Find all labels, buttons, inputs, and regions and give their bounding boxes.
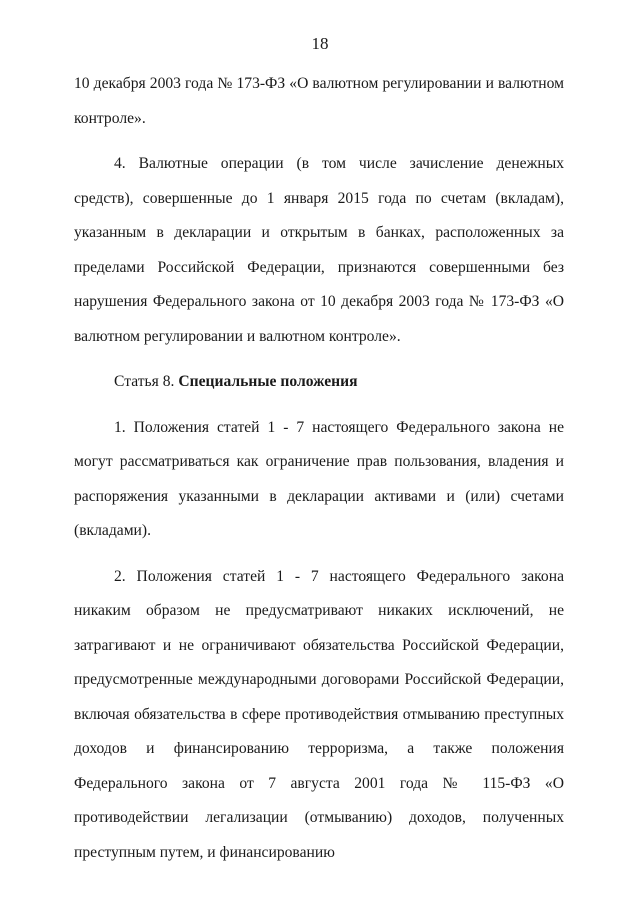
document-body — [74, 67, 564, 881]
article-label: Статья 8. — [114, 373, 175, 390]
paragraph-continuation: 10 декабря 2003 года № 173-ФЗ «О валютном регулировании и валютном контроле». — [74, 75, 564, 127]
paragraph-item-4: 4. Валютные операции (в том числе зачисление денежных средств), совершенные до 1 января 2015 года по счетам (вкладам), указанным в декларации и открытым в банках, расположенных за пределами Российской Федерации, признаются совершенными без нарушения Федерального закона от 10 декабря 2003 года № 173-ФЗ «О валютном регулировании и валютном контроле». — [74, 155, 564, 345]
page-number: 18 — [311, 34, 329, 53]
article-heading — [74, 365, 564, 400]
paragraph-article8-item-1: 1. Положения статей 1 - 7 настоящего Федерального закона не могут рассматриваться как ограничение прав пользования, владения и распоряжения указанными в декларации активами и (или) счетами (вкладами). — [74, 418, 564, 539]
paragraph-article8-item-2: 2. Положения статей 1 - 7 настоящего Федерального закона никаким образом не предусматривают никаких исключений, не затрагивают и не ограничивают обязательства Российской Федерации, предусмотренные международными договорами Российской Федерации, включая обязательства в сфере противодействия отмыванию преступных доходов и финансированию терроризма, а также положения Федерального закона от 7 августа 2001 года № 115-ФЗ «О противодействии легализации (отмыванию) доходов, полученных преступным путем, и финансированию — [74, 567, 564, 861]
article-title: Специальные положения — [178, 373, 358, 390]
